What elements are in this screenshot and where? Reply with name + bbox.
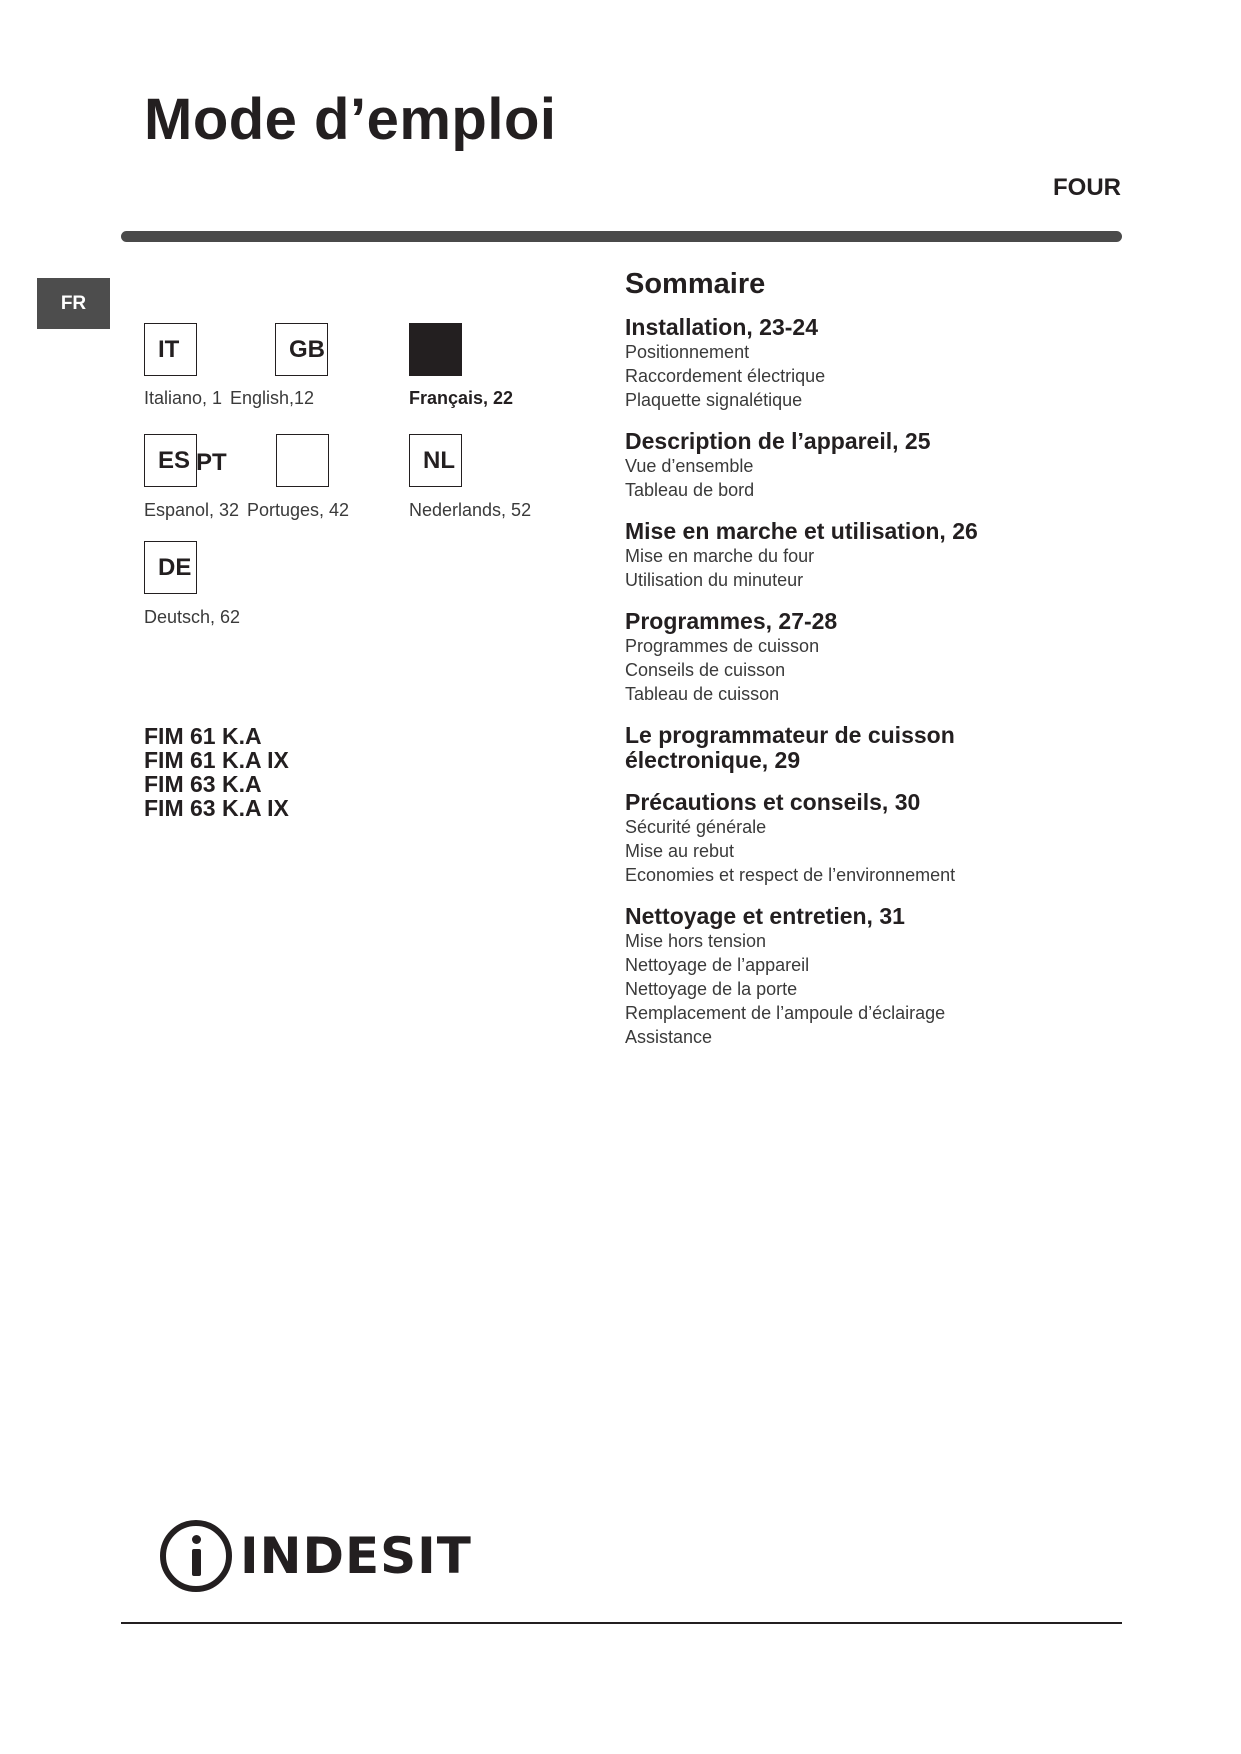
toc-heading: Mise en marche et utilisation, 26: [625, 518, 978, 544]
model-item: FIM 61 K.A IX: [144, 747, 289, 773]
toc-item: Tableau de bord: [625, 480, 755, 500]
toc-heading-line2: électronique, 29: [625, 747, 801, 773]
toc-item: Programmes de cuisson: [625, 636, 820, 656]
model-item: FIM 61 K.A: [144, 723, 262, 749]
toc-section-programmateur: [625, 723, 1145, 773]
toc-item: Mise hors tension: [625, 931, 767, 951]
lang-box-pt: [276, 434, 329, 487]
toc-heading: Précautions et conseils, 30: [625, 789, 921, 815]
toc-item: Raccordement électrique: [625, 366, 826, 386]
toc-section-nettoyage: [625, 904, 1145, 1049]
indesit-logo: [160, 1516, 472, 1596]
toc-section-description: [625, 429, 1145, 502]
toc-heading: Programmes, 27-28: [625, 608, 838, 634]
lang-box-fr: [409, 323, 462, 376]
lang-label-pt: Portuges, 42: [247, 500, 350, 520]
lang-label-nl: Nederlands, 52: [409, 500, 532, 520]
toc-item: Economies et respect de l’environnement: [625, 865, 956, 885]
toc-section-programmes: [625, 609, 1145, 706]
toc-item: Mise en marche du four: [625, 546, 815, 566]
lang-label-it: Italiano, 1: [144, 388, 223, 408]
toc-heading: Description de l’appareil, 25: [625, 428, 931, 454]
brand-name: INDESIT: [240, 1527, 472, 1585]
toc-item: Utilisation du minuteur: [625, 570, 804, 590]
lang-code-pt: PT: [196, 449, 227, 476]
model-list: [144, 724, 289, 820]
toc-item: Tableau de cuisson: [625, 684, 780, 704]
toc-item: Nettoyage de la porte: [625, 979, 798, 999]
toc-item: Plaquette signalétique: [625, 390, 803, 410]
toc-item: Assistance: [625, 1027, 713, 1047]
current-language-tab: FR: [37, 278, 110, 329]
toc-item: Remplacement de l’ampoule d’éclairage: [625, 1003, 946, 1023]
toc-item: Positionnement: [625, 342, 750, 362]
lang-label-de: Deutsch, 62: [144, 607, 241, 627]
lang-box-gb: GB: [275, 323, 328, 376]
lang-label-fr: Français, 22: [409, 388, 514, 408]
page-title: Mode d’emploi: [144, 87, 557, 152]
toc-item: Nettoyage de l’appareil: [625, 955, 810, 975]
top-divider: [121, 231, 1122, 242]
toc-title: Sommaire: [625, 268, 766, 300]
model-item: FIM 63 K.A: [144, 771, 262, 797]
toc-heading: Installation, 23-24: [625, 314, 819, 340]
lang-box-it: IT: [144, 323, 197, 376]
bottom-divider: [121, 1622, 1122, 1624]
toc-heading: Le programmateur de cuisson: [625, 722, 955, 748]
table-of-contents: [625, 268, 1145, 1066]
toc-item: Conseils de cuisson: [625, 660, 786, 680]
lang-box-nl: NL: [409, 434, 462, 487]
product-type: FOUR: [1053, 174, 1121, 201]
lang-label-es: Espanol, 32: [144, 500, 240, 520]
lang-box-es: ES: [144, 434, 197, 487]
lang-box-de: DE: [144, 541, 197, 594]
info-i-circle-icon: [160, 1520, 232, 1592]
toc-section-precautions: [625, 790, 1145, 887]
toc-item: Mise au rebut: [625, 841, 735, 861]
model-item: FIM 63 K.A IX: [144, 795, 289, 821]
toc-heading: Nettoyage et entretien, 31: [625, 903, 905, 929]
toc-item: Sécurité générale: [625, 817, 767, 837]
toc-section-mise-en-marche: [625, 519, 1145, 592]
lang-label-gb: English,12: [230, 388, 315, 408]
toc-item: Vue d’ensemble: [625, 456, 754, 476]
toc-section-installation: [625, 315, 1145, 412]
